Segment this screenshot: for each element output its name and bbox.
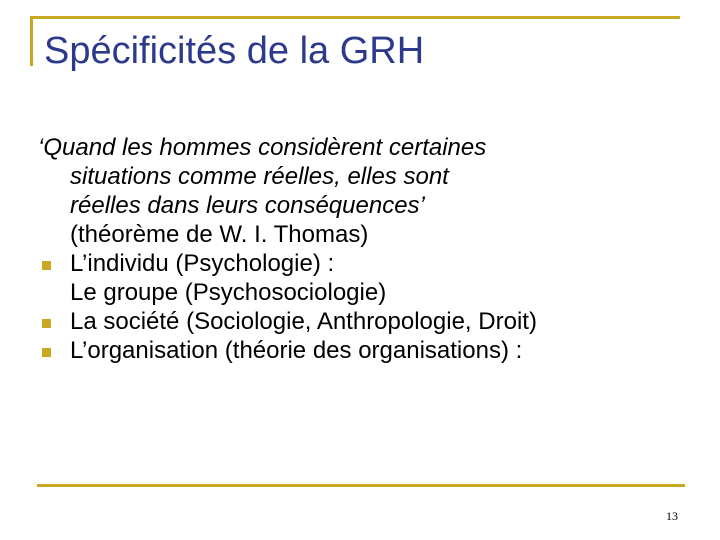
page-number: 13 (666, 509, 678, 523)
bullet-item-societe (38, 307, 698, 336)
square-bullet-icon (42, 261, 51, 270)
bullet-continuation-groupe (38, 278, 698, 307)
bullet-text: La société (Sociologie, Anthropologie, Droit) (70, 308, 537, 335)
bullet-text: L’individu (Psychologie) : (70, 250, 335, 277)
quote-line-2: situations comme réelles, elles sont (70, 163, 449, 190)
title-left-rule (30, 16, 33, 66)
bullet-item-organisation (38, 336, 698, 365)
slide-title: Spécificités de la GRH (44, 30, 425, 72)
slide-body (38, 133, 698, 365)
bullet-text: L’organisation (théorie des organisations) : (70, 337, 523, 364)
title-top-rule (32, 16, 680, 19)
footer-rule (37, 484, 685, 487)
quote-attribution: (théorème de W. I. Thomas) (70, 221, 369, 248)
quote-line-3: réelles dans leurs conséquences’ (70, 192, 425, 219)
square-bullet-icon (42, 348, 51, 357)
quote-line-1: ‘Quand les hommes considèrent certaines (38, 134, 487, 161)
bullet-text: Le groupe (Psychosociologie) (70, 279, 387, 306)
bullet-item-individu (38, 249, 698, 278)
square-bullet-icon (42, 319, 51, 328)
